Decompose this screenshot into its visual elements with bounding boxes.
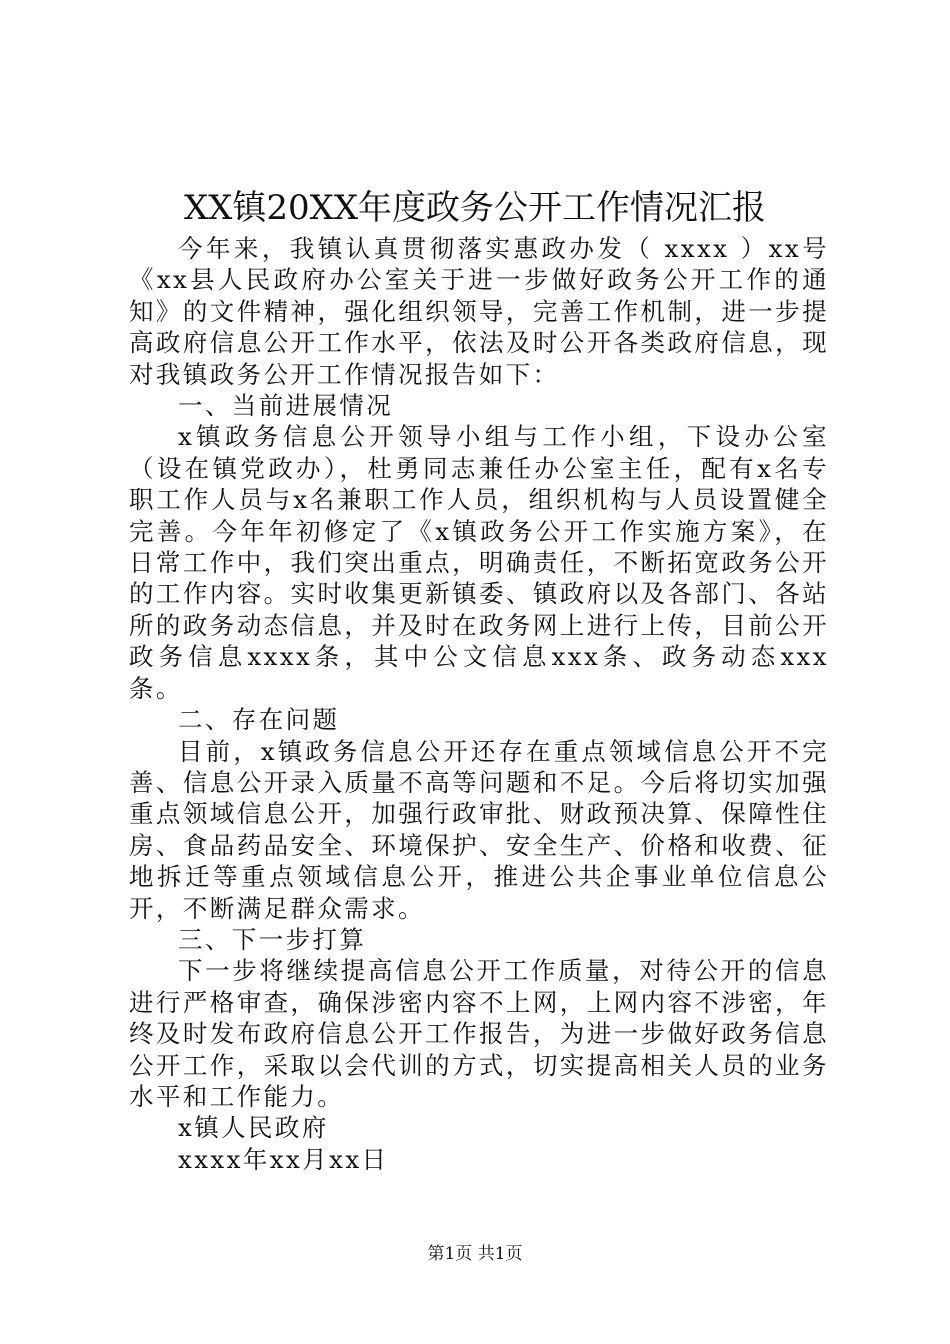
paragraph-next-steps: 下一步将继续提高信息公开工作质量，对待公开的信息进行严格审查，确保涉密内容不上网，上网内容不涉密，年终及时发布政府信息公开工作报告，为进一步做好政务信息公开工作，采取以会代训的方式，切实提高相关人员的业务水平和工作能力。: [129, 956, 829, 1111]
document-title: XX镇20XX年度政务公开工作情况汇报: [183, 188, 767, 228]
document-body: [129, 233, 829, 1175]
section-heading-problems: 二、存在问题: [178, 705, 340, 735]
section-heading-progress: 一、当前进展情况: [178, 391, 394, 421]
section-heading-next-steps: 三、下一步打算: [178, 924, 367, 954]
paragraph-intro: 今年来，我镇认真贯彻落实惠政办发（ xxxx ）xx号《xx县人民政府办公室关于进一步做好政务公开工作的通知》的文件精神，强化组织领导，完善工作机制，进一步提高政府信息公开工作水平，依法及时公开各类政府信息，现对我镇政务公开工作情况报告如下：: [129, 234, 829, 389]
paragraph-problems: 目前，x镇政务信息公开还存在重点领域信息公开不完善、信息公开录入质量不高等问题和不足。今后将切实加强重点领域信息公开，加强行政审批、财政预决算、保障性住房、食品药品安全、环境保护、安全生产、价格和收费、征地拆迁等重点领域信息公开，推进公共企事业单位信息公开，不断满足群众需求。: [129, 736, 829, 923]
signature-date: xxxx年xx月xx日: [178, 1144, 389, 1174]
signature-organization: x镇人民政府: [178, 1113, 329, 1143]
paragraph-progress: x镇政务信息公开领导小组与工作小组，下设办公室（设在镇党政办），杜勇同志兼任办公室主任，配有x名专职工作人员与x名兼职工作人员，组织机构与人员设置健全完善。今年年初修定了《x镇政务公开工作实施方案》，在日常工作中，我们突出重点，明确责任，不断拓宽政务公开的工作内容。实时收集更新镇委、镇政府以及各部门、各站所的政务动态信息，并及时在政务网上进行上传，目前公开政务信息xxxx条，其中公文信息xxx条、政务动态xxx条。: [129, 422, 829, 703]
page-number: 第1页 共1页: [427, 1244, 523, 1264]
